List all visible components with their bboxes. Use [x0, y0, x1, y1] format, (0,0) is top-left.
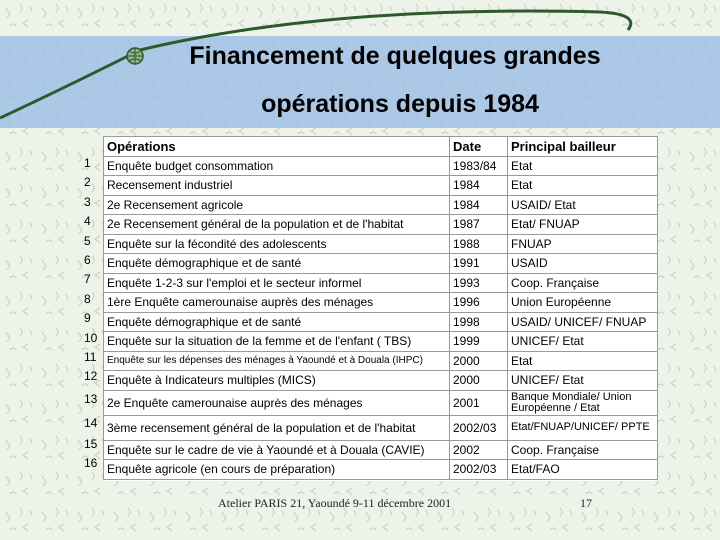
table-row	[104, 273, 658, 293]
row-number: 15	[84, 436, 98, 451]
cell-bailleur: UNICEF/ Etat	[508, 332, 658, 352]
cell-date: 1984	[450, 176, 508, 196]
cell-bailleur: Union Européenne	[508, 293, 658, 313]
table-header-row	[104, 137, 658, 157]
row-number-column	[84, 154, 104, 473]
cell-bailleur: USAID/ UNICEF/ FNUAP	[508, 312, 658, 332]
table-row	[104, 351, 658, 371]
cell-date: 1999	[450, 332, 508, 352]
row-number: 2	[84, 175, 91, 190]
table-row	[104, 332, 658, 352]
table-row	[104, 293, 658, 313]
row-number: 11	[84, 349, 97, 364]
cell-bailleur: UNICEF/ Etat	[508, 371, 658, 391]
footer-text: Atelier PARIS 21, Yaoundé 9-11 décembre 2001	[218, 496, 452, 510]
cell-bailleur: Etat/ FNUAP	[508, 215, 658, 235]
cell-date: 1987	[450, 215, 508, 235]
row-number: 3	[84, 194, 91, 209]
cell-bailleur: FNUAP	[508, 234, 658, 254]
table-row	[104, 371, 658, 391]
cell-date: 1984	[450, 195, 508, 215]
cell-bailleur: Etat/FAO	[508, 460, 658, 480]
header-bailleur: Principal bailleur	[508, 137, 658, 157]
cell-bailleur: Banque Mondiale/ Union Européenne / Etat	[508, 390, 658, 415]
table-row	[104, 254, 658, 274]
row-number: 14	[84, 415, 98, 430]
row-number: 10	[84, 330, 98, 345]
cell-operation: Enquête sur les dépenses des ménages à Yaoundé et à Douala (IHPC)	[104, 351, 450, 371]
cell-date: 1991	[450, 254, 508, 274]
cell-bailleur: USAID/ Etat	[508, 195, 658, 215]
row-number: 7	[84, 272, 91, 287]
slide-title-line1: Financement de quelques grandes	[189, 42, 601, 70]
cell-date: 1983/84	[450, 156, 508, 176]
cell-bailleur: Coop. Française	[508, 440, 658, 460]
row-number: 9	[84, 311, 91, 326]
table-row	[104, 460, 658, 480]
row-number: 12	[84, 369, 98, 384]
cell-operation: Enquête à Indicateurs multiples (MICS)	[104, 371, 450, 391]
row-number: 13	[84, 391, 98, 406]
header-operations: Opérations	[104, 137, 450, 157]
cell-operation: Enquête budget consommation	[104, 156, 450, 176]
operations-table	[103, 136, 657, 481]
cell-operation: 3ème recensement général de la population et de l'habitat	[104, 415, 450, 440]
row-number: 6	[84, 252, 91, 267]
cell-operation: Enquête 1-2-3 sur l'emploi et le secteur informel	[104, 273, 450, 293]
row-number: 16	[84, 456, 98, 471]
row-number: 1	[84, 156, 91, 170]
cell-date: 1998	[450, 312, 508, 332]
table-row	[104, 176, 658, 196]
cell-operation: Recensement industriel	[104, 176, 450, 196]
cell-date: 2001	[450, 390, 508, 415]
table-row	[104, 390, 658, 415]
table-row	[104, 312, 658, 332]
table-row	[104, 234, 658, 254]
cell-operation: Enquête sur la situation de la femme et de l'enfant ( TBS)	[104, 332, 450, 352]
cell-operation: 2e Recensement agricole	[104, 195, 450, 215]
cell-bailleur: Etat	[508, 156, 658, 176]
header-date: Date	[450, 137, 508, 157]
slide-title-line2: opérations depuis 1984	[261, 90, 539, 118]
cell-bailleur: Coop. Française	[508, 273, 658, 293]
table-row	[104, 195, 658, 215]
table-row	[104, 415, 658, 440]
cell-date: 1988	[450, 234, 508, 254]
cell-date: 2002/03	[450, 415, 508, 440]
cell-date: 2000	[450, 351, 508, 371]
row-number: 8	[84, 291, 91, 306]
cell-date: 2000	[450, 371, 508, 391]
cell-date: 2002/03	[450, 460, 508, 480]
cell-date: 2002	[450, 440, 508, 460]
cell-bailleur: Etat	[508, 351, 658, 371]
cell-date: 1996	[450, 293, 508, 313]
cell-bailleur: USAID	[508, 254, 658, 274]
cell-operation: 2e Enquête camerounaise auprès des ménages	[104, 390, 450, 415]
cell-operation: Enquête démographique et de santé	[104, 254, 450, 274]
cell-operation: 1ère Enquête camerounaise auprès des ménages	[104, 293, 450, 313]
cell-date: 1993	[450, 273, 508, 293]
row-number: 5	[84, 233, 91, 248]
cell-operation: Enquête démographique et de santé	[104, 312, 450, 332]
cell-bailleur: Etat	[508, 176, 658, 196]
table-row	[104, 156, 658, 176]
page-number: 17	[580, 496, 592, 510]
row-number: 4	[84, 214, 91, 229]
cell-operation: Enquête sur la fécondité des adolescents	[104, 234, 450, 254]
cell-operation: 2e Recensement général de la population et de l'habitat	[104, 215, 450, 235]
cell-operation: Enquête sur le cadre de vie à Yaoundé et à Douala (CAVIE)	[104, 440, 450, 460]
cell-bailleur: Etat/FNUAP/UNICEF/ PPTE	[508, 415, 658, 440]
cell-operation: Enquête agricole (en cours de préparation)	[104, 460, 450, 480]
table-row	[104, 215, 658, 235]
table-row	[104, 440, 658, 460]
